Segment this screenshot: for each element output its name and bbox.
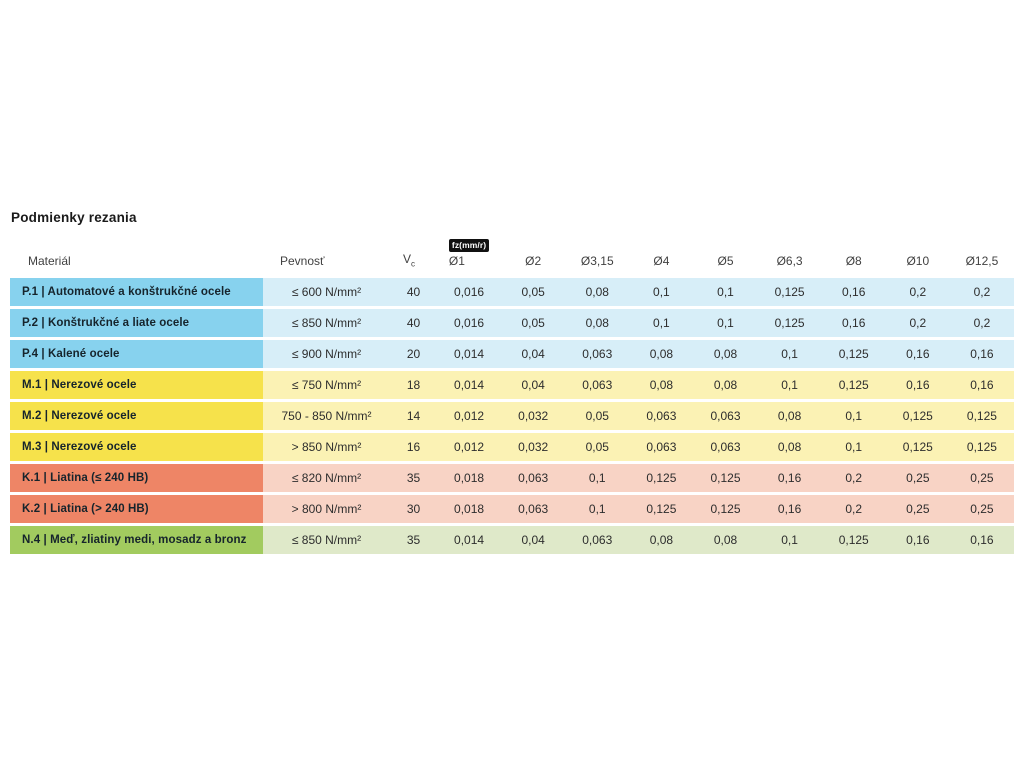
table-row xyxy=(10,464,1014,492)
column-header-diameter xyxy=(886,254,950,270)
feed-cell: 0,125 xyxy=(886,402,950,430)
feed-cell: 0,125 xyxy=(758,309,822,337)
feed-cell: 0,05 xyxy=(501,309,565,337)
feed-cell: 0,2 xyxy=(822,464,886,492)
strength-cell: ≤ 750 N/mm² xyxy=(263,371,390,399)
feed-cell: 0,1 xyxy=(693,309,757,337)
table-row xyxy=(10,402,1014,430)
diameter-header-stack xyxy=(846,254,862,268)
column-header-vc xyxy=(390,252,437,270)
material-cell: N.4 | Meď, zliatiny medi, mosadz a bronz xyxy=(10,526,263,554)
feed-cell: 0,16 xyxy=(758,495,822,523)
feed-cell: 0,16 xyxy=(886,526,950,554)
feed-cell: 0,1 xyxy=(629,278,693,306)
feed-cell: 0,016 xyxy=(437,309,501,337)
cutting-conditions-table xyxy=(10,232,1014,557)
column-header-diameter xyxy=(501,254,565,270)
feed-cell: 0,05 xyxy=(565,402,629,430)
strength-cell: ≤ 900 N/mm² xyxy=(263,340,390,368)
table-row xyxy=(10,526,1014,554)
material-cell: M.2 | Nerezové ocele xyxy=(10,402,263,430)
material-cell: K.2 | Liatina (> 240 HB) xyxy=(10,495,263,523)
feed-cell: 0,125 xyxy=(886,433,950,461)
strength-cell: ≤ 850 N/mm² xyxy=(263,526,390,554)
feed-cell: 0,1 xyxy=(758,340,822,368)
diameter-header-stack xyxy=(653,254,669,268)
feed-cell: 0,08 xyxy=(629,340,693,368)
diameter-header-stack xyxy=(449,239,489,269)
feed-cell: 0,16 xyxy=(950,340,1014,368)
strength-cell: > 800 N/mm² xyxy=(263,495,390,523)
material-cell: K.1 | Liatina (≤ 240 HB) xyxy=(10,464,263,492)
diameter-label: Ø10 xyxy=(906,254,930,268)
feed-cell: 0,125 xyxy=(822,371,886,399)
feed-cell: 0,08 xyxy=(693,371,757,399)
diameter-label: Ø8 xyxy=(845,254,862,268)
table-row xyxy=(10,278,1014,306)
feed-cell: 0,16 xyxy=(758,464,822,492)
feed-cell: 0,08 xyxy=(758,433,822,461)
feed-cell: 0,25 xyxy=(886,495,950,523)
feed-cell: 0,018 xyxy=(437,495,501,523)
feed-cell: 0,05 xyxy=(565,433,629,461)
feed-cell: 0,08 xyxy=(629,526,693,554)
feed-cell: 0,08 xyxy=(693,526,757,554)
vc-cell: 35 xyxy=(390,464,437,492)
feed-cell: 0,1 xyxy=(758,371,822,399)
vc-cell: 20 xyxy=(390,340,437,368)
diameter-label: Ø6,3 xyxy=(776,254,803,268)
material-cell: P.1 | Automatové a konštrukčné ocele xyxy=(10,278,263,306)
feed-cell: 0,032 xyxy=(501,402,565,430)
feed-cell: 0,1 xyxy=(693,278,757,306)
feed-cell: 0,04 xyxy=(501,526,565,554)
column-header-diameter xyxy=(629,254,693,270)
vc-cell: 35 xyxy=(390,526,437,554)
diameter-label: Ø5 xyxy=(717,254,734,268)
feed-cell: 0,1 xyxy=(565,495,629,523)
feed-cell: 0,012 xyxy=(437,402,501,430)
feed-cell: 0,063 xyxy=(693,433,757,461)
table-row xyxy=(10,495,1014,523)
feed-cell: 0,014 xyxy=(437,340,501,368)
diameter-label: Ø1 xyxy=(448,254,465,268)
feed-cell: 0,063 xyxy=(501,495,565,523)
strength-cell: > 850 N/mm² xyxy=(263,433,390,461)
column-header-diameter xyxy=(822,254,886,270)
feed-cell: 0,1 xyxy=(758,526,822,554)
feed-cell: 0,125 xyxy=(822,340,886,368)
column-header-material: Materiál xyxy=(28,254,71,268)
feed-cell: 0,125 xyxy=(950,402,1014,430)
feed-unit-badge: fz(mm/r) xyxy=(449,239,489,253)
feed-cell: 0,125 xyxy=(758,278,822,306)
feed-cell: 0,125 xyxy=(693,495,757,523)
feed-cell: 0,04 xyxy=(501,371,565,399)
feed-cell: 0,1 xyxy=(822,433,886,461)
diameter-label: Ø4 xyxy=(653,254,670,268)
feed-cell: 0,2 xyxy=(950,309,1014,337)
feed-cell: 0,032 xyxy=(501,433,565,461)
feed-cell: 0,018 xyxy=(437,464,501,492)
feed-cell: 0,08 xyxy=(758,402,822,430)
feed-cell: 0,125 xyxy=(822,526,886,554)
feed-cell: 0,08 xyxy=(565,278,629,306)
table-row xyxy=(10,309,1014,337)
material-cell: P.2 | Konštrukčné a liate ocele xyxy=(10,309,263,337)
strength-cell: ≤ 820 N/mm² xyxy=(263,464,390,492)
feed-cell: 0,16 xyxy=(886,340,950,368)
diameter-header-stack xyxy=(966,254,999,268)
feed-cell: 0,063 xyxy=(565,371,629,399)
feed-cell: 0,16 xyxy=(950,371,1014,399)
table-row xyxy=(10,433,1014,461)
table-header-row xyxy=(10,232,1014,270)
feed-cell: 0,08 xyxy=(565,309,629,337)
feed-cell: 0,08 xyxy=(629,371,693,399)
feed-cell: 0,125 xyxy=(629,495,693,523)
feed-cell: 0,1 xyxy=(629,309,693,337)
feed-cell: 0,063 xyxy=(501,464,565,492)
vc-subscript: c xyxy=(411,259,416,268)
diameter-label: Ø3,15 xyxy=(580,254,614,268)
table-row xyxy=(10,371,1014,399)
column-header-strength: Pevnosť xyxy=(280,254,325,268)
feed-cell: 0,063 xyxy=(565,340,629,368)
feed-cell: 0,2 xyxy=(950,278,1014,306)
feed-cell: 0,2 xyxy=(822,495,886,523)
feed-cell: 0,063 xyxy=(565,526,629,554)
feed-cell: 0,063 xyxy=(629,433,693,461)
column-header-diameter xyxy=(437,239,501,271)
feed-cell: 0,25 xyxy=(950,464,1014,492)
diameter-header-stack xyxy=(717,254,733,268)
table-row xyxy=(10,340,1014,368)
vc-cell: 16 xyxy=(390,433,437,461)
feed-cell: 0,012 xyxy=(437,433,501,461)
feed-cell: 0,05 xyxy=(501,278,565,306)
material-cell: M.1 | Nerezové ocele xyxy=(10,371,263,399)
feed-cell: 0,1 xyxy=(565,464,629,492)
feed-cell: 0,16 xyxy=(822,278,886,306)
material-cell: P.4 | Kalené ocele xyxy=(10,340,263,368)
feed-cell: 0,014 xyxy=(437,526,501,554)
vc-cell: 40 xyxy=(390,278,437,306)
feed-cell: 0,014 xyxy=(437,371,501,399)
vc-cell: 30 xyxy=(390,495,437,523)
vc-cell: 14 xyxy=(390,402,437,430)
column-header-diameter xyxy=(758,254,822,270)
diameter-header-stack xyxy=(906,254,929,268)
feed-cell: 0,063 xyxy=(693,402,757,430)
vc-symbol: V xyxy=(403,251,412,266)
feed-cell: 0,016 xyxy=(437,278,501,306)
diameter-label: Ø2 xyxy=(525,254,542,268)
material-cell: M.3 | Nerezové ocele xyxy=(10,433,263,461)
feed-cell: 0,2 xyxy=(886,309,950,337)
feed-cell: 0,125 xyxy=(693,464,757,492)
diameter-header-stack xyxy=(777,254,803,268)
strength-cell: ≤ 600 N/mm² xyxy=(263,278,390,306)
feed-cell: 0,16 xyxy=(822,309,886,337)
strength-cell: ≤ 850 N/mm² xyxy=(263,309,390,337)
column-header-diameter xyxy=(565,254,629,270)
feed-cell: 0,25 xyxy=(886,464,950,492)
feed-cell: 0,16 xyxy=(886,371,950,399)
feed-cell: 0,25 xyxy=(950,495,1014,523)
feed-cell: 0,1 xyxy=(822,402,886,430)
diameter-header-stack xyxy=(581,254,614,268)
vc-cell: 18 xyxy=(390,371,437,399)
feed-cell: 0,04 xyxy=(501,340,565,368)
feed-cell: 0,16 xyxy=(950,526,1014,554)
feed-cell: 0,063 xyxy=(629,402,693,430)
diameter-header-stack xyxy=(525,254,541,268)
feed-cell: 0,125 xyxy=(950,433,1014,461)
diameter-label: Ø12,5 xyxy=(965,254,999,268)
column-header-diameter xyxy=(693,254,757,270)
page-title: Podmienky rezania xyxy=(11,210,137,225)
feed-cell: 0,125 xyxy=(629,464,693,492)
feed-cell: 0,08 xyxy=(693,340,757,368)
strength-cell: 750 - 850 N/mm² xyxy=(263,402,390,430)
feed-cell: 0,2 xyxy=(886,278,950,306)
vc-cell: 40 xyxy=(390,309,437,337)
column-header-diameter xyxy=(950,254,1014,270)
